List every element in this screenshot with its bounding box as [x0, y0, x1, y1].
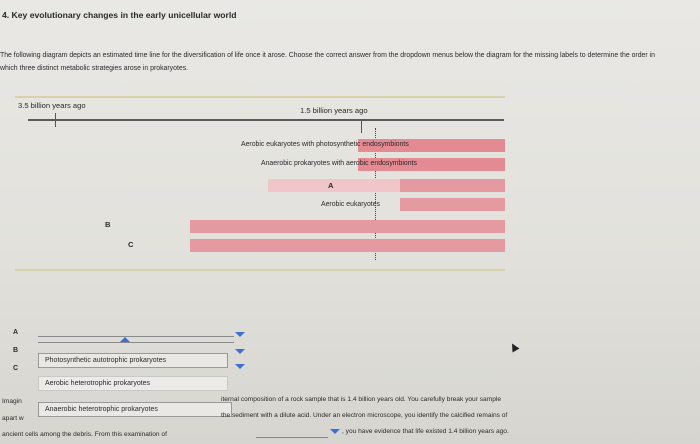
blank-label-b: B: [105, 220, 111, 229]
dropdown-a-field[interactable]: [38, 336, 234, 337]
question-instructions: The following diagram depicts an estimated time line for the diversification of life once it arose. Choose the correct answer from the dropdown menus below the diagram for the missing labels to determine the order in which three distinct metabolic strategies arose in prokaryotes.: [0, 52, 655, 72]
bar-a: [400, 179, 505, 192]
dropdown-a-chevron-down-icon[interactable]: [235, 332, 245, 337]
dropdown-list-top: [38, 342, 234, 343]
para-line-3: ancient cells among the debris. From this examination of: [2, 431, 167, 438]
tick-start: [55, 113, 56, 127]
dropdown-c-chevron-down-icon[interactable]: [235, 364, 245, 369]
timeline-mid-label: 1.5 billion years ago: [300, 106, 368, 115]
divider-top: [15, 96, 505, 98]
answer-label-c: C: [13, 365, 19, 372]
bar-b: [190, 220, 505, 233]
divider-bottom: [15, 269, 505, 271]
para-line-3-end: , you have evidence that life existed 1.4 billion years ago.: [342, 428, 509, 435]
row-label-aerobic-photosynthetic: Aerobic eukaryotes with photosynthetic endosymbionts: [241, 141, 409, 148]
row-label-aerobic-eukaryotes: Aerobic eukaryotes: [321, 201, 380, 208]
timeline-start-label: 3.5 billion years ago: [18, 101, 86, 110]
dropdown-option-aerobic-heterotrophic[interactable]: Aerobic heterotrophic prokaryotes: [38, 376, 228, 391]
bar-a-light: [268, 179, 400, 192]
blank-label-c: C: [128, 240, 134, 249]
para-line-2: the sediment with a dilute acid. Under an electron microscope, you identify the calcified remains of: [221, 412, 508, 419]
answer-label-b: B: [13, 347, 19, 354]
dropdown-examination-chevron-down-icon[interactable]: [330, 429, 340, 434]
bar-aerobic-eukaryotes: [400, 198, 505, 211]
dropdown-examination-field[interactable]: [256, 437, 328, 438]
dropdown-b-chevron-down-icon[interactable]: [235, 349, 245, 354]
para-line-1: iternal composition of a rock sample that is 1.4 billion years old. You carefully break your sample: [221, 396, 502, 403]
bar-c: [190, 239, 505, 252]
blank-label-a: A: [328, 181, 334, 190]
para-fragment-1: Imagin: [2, 398, 22, 405]
dropdown-option-anaerobic-heterotrophic[interactable]: Anaerobic heterotrophic prokaryotes: [38, 402, 232, 417]
row-label-anaerobic-aerobic-endosymbionts: Anaerobic prokaryotes with aerobic endosymbionts: [261, 160, 417, 167]
mouse-cursor-icon: [509, 342, 520, 353]
dropdown-option-photosynthetic-autotrophic[interactable]: Photosynthetic autotrophic prokaryotes: [38, 353, 228, 368]
tick-mid: [361, 121, 362, 133]
para-fragment-2: apart w: [2, 415, 24, 422]
answer-label-a: A: [13, 329, 19, 336]
timeline-axis: [28, 119, 504, 121]
question-title: 4. Key evolutionary changes in the early unicellular world: [2, 10, 237, 20]
